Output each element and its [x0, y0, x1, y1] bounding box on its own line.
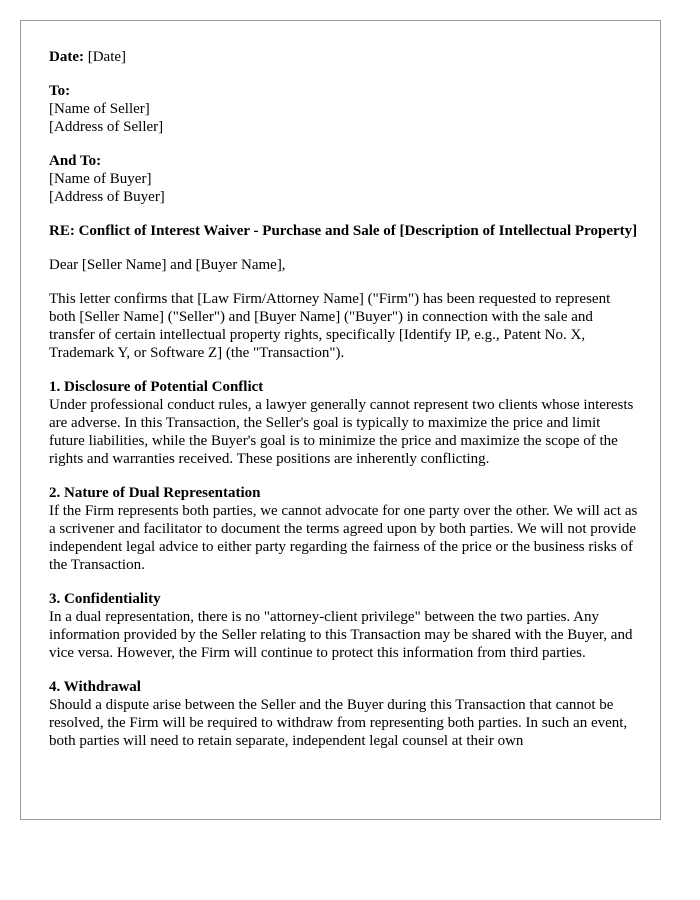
re-line: RE: Conflict of Interest Waiver - Purchase and Sale of [Description of Intellectual Property]	[49, 223, 638, 239]
letter-page	[20, 20, 661, 820]
date-line	[49, 48, 639, 66]
buyer-name: [Name of Buyer]	[49, 171, 152, 187]
to-label: To:	[49, 83, 71, 99]
to-block	[49, 82, 639, 136]
section-heading: 1. Disclosure of Potential Conflict	[49, 379, 264, 395]
seller-address: [Address of Seller]	[49, 119, 164, 135]
seller-name: [Name of Seller]	[49, 101, 150, 117]
and-to-block	[49, 152, 639, 206]
salutation: Dear [Seller Name] and [Buyer Name],	[49, 257, 286, 273]
and-to-label: And To:	[49, 153, 102, 169]
intro-paragraph: This letter confirms that [Law Firm/Attorney Name] ("Firm") has been requested to represent both [Seller Name] ("Seller") and [Buyer Name] ("Buyer") in connection with the sale and transfer of certain intellectual property rights, specifically [Identify IP, e.g., Patent No. X, Trademark Y, or Software Z] (the "Transaction").	[49, 291, 611, 361]
buyer-address: [Address of Buyer]	[49, 189, 165, 205]
section-1	[49, 378, 639, 468]
section-body: If the Firm represents both parties, we cannot advocate for one party over the other. We will act as a scrivener and facilitator to document the terms agreed upon by both parties. We will not provide independent legal advice to either party regarding the fairness of the price or the business risks of the Transaction.	[49, 503, 638, 573]
section-3	[49, 590, 639, 662]
date-value: [Date]	[87, 49, 127, 65]
date-label: Date:	[49, 49, 84, 65]
section-4	[49, 678, 639, 750]
section-body: Should a dispute arise between the Seller and the Buyer during this Transaction that cannot be resolved, the Firm will be required to withdraw from representing both parties. In such an event, both parties will need to retain separate, independent legal counsel at their own	[49, 697, 628, 749]
section-heading: 2. Nature of Dual Representation	[49, 485, 261, 501]
letter-content	[49, 48, 639, 766]
section-2	[49, 484, 639, 574]
section-body: In a dual representation, there is no "attorney-client privilege" between the two parties. Any information provided by the Seller relating to this Transaction may be shared with the Buyer, and vice versa. However, the Firm will continue to protect this information from third parties.	[49, 609, 633, 661]
section-heading: 4. Withdrawal	[49, 679, 141, 695]
section-body: Under professional conduct rules, a lawyer generally cannot represent two clients whose interests are adverse. In this Transaction, the Seller's goal is typically to maximize the price and limit future liabilities, while the Buyer's goal is to minimize the price and maximize the scope of the rights and warranties received. These positions are inherently conflicting.	[49, 397, 634, 467]
section-heading: 3. Confidentiality	[49, 591, 161, 607]
